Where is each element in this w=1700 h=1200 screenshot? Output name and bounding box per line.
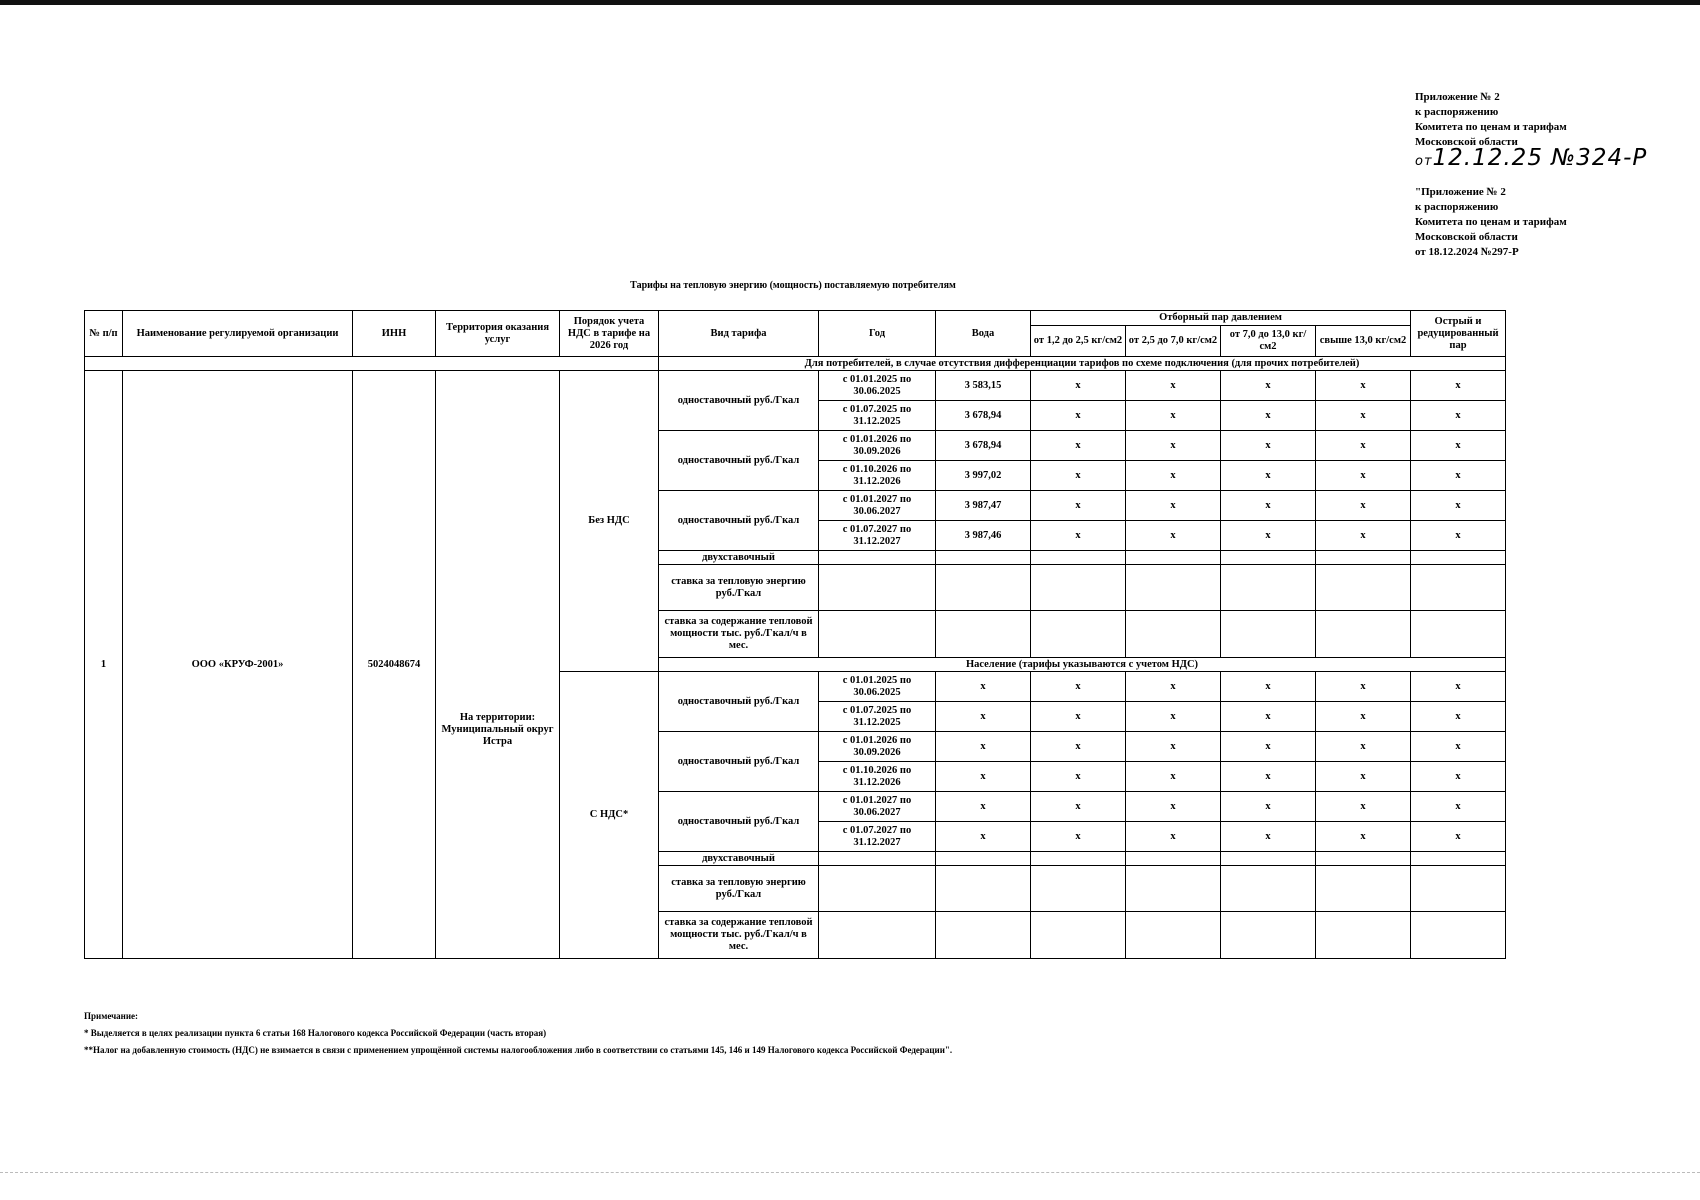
empty-cell [1031,866,1126,912]
mark: x [1411,732,1506,762]
appendix-line: к распоряжению [1415,201,1499,213]
appendix-line: Комитета по ценам и тарифам [1415,216,1567,228]
mark: x [1411,521,1506,551]
mark: x [1316,822,1411,852]
tariff-type-one-rate: одноставочный руб./Гкал [659,732,819,792]
empty-cell [1126,866,1221,912]
mark: x [1221,431,1316,461]
footnote-2: **Налог на добавленную стоимость (НДС) не взимается в связи с применением упрощённой системы налогообложения либо в соответствии со статьями 145, 146 и 149 Налогового кодекса Российской Федерации". [84,1045,953,1055]
empty-cell [1221,551,1316,565]
appendix-header-new [1415,90,1567,150]
rate-heat-capacity: ставка за содержание тепловой мощности тыс. руб./Гкал/ч в мес. [659,611,819,658]
mark: x [1316,702,1411,732]
empty-cell [1411,565,1506,611]
mark: x [1411,491,1506,521]
mark: x [1411,762,1506,792]
empty-cell [1126,852,1221,866]
mark: x [1316,672,1411,702]
footnote-heading: Примечание: [84,1011,139,1021]
water-value: 3 987,47 [936,491,1031,521]
mark: x [1126,401,1221,431]
row-number: 1 [85,371,123,959]
mark: x [1316,371,1411,401]
empty-cell [1221,565,1316,611]
appendix-line: от 18.12.2024 №297-Р [1415,246,1519,258]
col-header-steam-group: Отборный пар давлением [1031,311,1411,326]
rate-heat-capacity: ставка за содержание тепловой мощности тыс. руб./Гкал/ч в мес. [659,912,819,959]
empty-cell [936,565,1031,611]
mark: x [1316,762,1411,792]
mark: x [1316,521,1411,551]
document-title: Тарифы на тепловую энергию (мощность) поставляемую потребителям [630,280,956,291]
col-header-steam-1: от 1,2 до 2,5 кг/см2 [1031,326,1126,357]
water-value: 3 583,15 [936,371,1031,401]
mark: x [1126,702,1221,732]
col-header-inn: ИНН [353,311,436,357]
appendix-line: "Приложение № 2 [1415,186,1506,198]
col-header-steam-4: свыше 13,0 кг/см2 [1316,326,1411,357]
handwritten-text: 12.12.25 №324-Р [1432,145,1648,171]
empty-cell [1126,912,1221,959]
mark: x [1316,401,1411,431]
empty-cell [936,551,1031,565]
mark: x [1126,371,1221,401]
mark: x [1126,792,1221,822]
empty-cell [1126,611,1221,658]
appendix-line: Московской области [1415,136,1518,148]
period: с 01.07.2027 по 31.12.2027 [819,822,936,852]
empty-cell [819,912,936,959]
empty-cell [1126,551,1221,565]
mark: x [1221,822,1316,852]
col-header-tariff-type: Вид тарифа [659,311,819,357]
col-header-steam-2: от 2,5 до 7,0 кг/см2 [1126,326,1221,357]
period: с 01.01.2026 по 30.09.2026 [819,431,936,461]
appendix-header-old [1415,185,1567,260]
mark: x [1316,792,1411,822]
empty-cell [1316,912,1411,959]
col-header-num: № п/п [85,311,123,357]
section-header-other-consumers: Для потребителей, в случае отсутствия дифференциации тарифов по схеме подключения (для прочих потребителей) [659,357,1506,371]
water-value: 3 678,94 [936,431,1031,461]
mark: x [1411,401,1506,431]
mark: x [936,792,1031,822]
mark: x [1126,762,1221,792]
mark: x [1316,431,1411,461]
mark: x [936,672,1031,702]
empty-cell [1126,565,1221,611]
col-header-steam-3: от 7,0 до 13,0 кг/см2 [1221,326,1316,357]
mark: x [1411,822,1506,852]
mark: x [1031,521,1126,551]
mark: x [1316,732,1411,762]
empty-cell [1221,866,1316,912]
empty-cell [819,866,936,912]
section-header-population: Население (тарифы указываются с учетом НДС) [659,658,1506,672]
empty-cell [819,551,936,565]
org-inn: 5024048674 [353,371,436,959]
mark: x [1126,822,1221,852]
scan-bottom-artifact [0,1172,1700,1173]
empty-cell [819,565,936,611]
empty-cell [1031,852,1126,866]
section-spacer [85,357,659,371]
mark: x [1411,792,1506,822]
mark: x [1126,491,1221,521]
mark: x [1221,672,1316,702]
mark: x [1126,521,1221,551]
mark: x [1221,702,1316,732]
rate-heat-energy: ставка за тепловую энергию руб./Гкал [659,866,819,912]
period: с 01.07.2025 по 31.12.2025 [819,702,936,732]
period: с 01.01.2026 по 30.09.2026 [819,732,936,762]
tariff-type-one-rate: одноставочный руб./Гкал [659,491,819,551]
mark: x [1411,672,1506,702]
handwritten-date-number [1415,145,1647,171]
tariff-type-one-rate: одноставочный руб./Гкал [659,792,819,852]
mark: x [1411,371,1506,401]
mark: x [936,732,1031,762]
tariff-type-one-rate: одноставочный руб./Гкал [659,431,819,491]
mark: x [1031,491,1126,521]
empty-cell [1411,852,1506,866]
empty-cell [1031,565,1126,611]
period: с 01.01.2025 по 30.06.2025 [819,371,936,401]
mark: x [1221,732,1316,762]
mark: x [1031,431,1126,461]
mark: x [1221,521,1316,551]
empty-cell [1031,611,1126,658]
empty-cell [936,852,1031,866]
empty-cell [1316,551,1411,565]
tariff-type-two-rate: двухставочный [659,852,819,866]
mark: x [1221,401,1316,431]
footnotes [84,1008,952,1059]
mark: x [1411,702,1506,732]
mark: x [1031,371,1126,401]
mark: x [1221,792,1316,822]
appendix-line: Московской области [1415,231,1518,243]
empty-cell [819,611,936,658]
mark: x [1031,702,1126,732]
mark: x [1316,491,1411,521]
mark: x [1031,672,1126,702]
empty-cell [1316,866,1411,912]
tariff-type-one-rate: одноставочный руб./Гкал [659,672,819,732]
tariff-type-one-rate: одноставочный руб./Гкал [659,371,819,431]
water-value: 3 987,46 [936,521,1031,551]
period: с 01.07.2027 по 31.12.2027 [819,521,936,551]
col-header-vat-order: Порядок учета НДС в тарифе на 2026 год [560,311,659,357]
empty-cell [936,912,1031,959]
mark: x [1126,461,1221,491]
mark: x [936,702,1031,732]
empty-cell [1316,611,1411,658]
water-value: 3 678,94 [936,401,1031,431]
col-header-water: Вода [936,311,1031,357]
mark: x [1031,762,1126,792]
empty-cell [1316,852,1411,866]
appendix-line: Комитета по ценам и тарифам [1415,121,1567,133]
mark: x [1221,371,1316,401]
period: с 01.01.2027 по 30.06.2027 [819,491,936,521]
mark: x [1221,491,1316,521]
appendix-line: к распоряжению [1415,106,1499,118]
mark: x [1031,401,1126,431]
empty-cell [1221,852,1316,866]
col-header-sharp-steam: Острый и редуцированный пар [1411,311,1506,357]
tariff-table [84,310,1506,959]
period: с 01.01.2025 по 30.06.2025 [819,672,936,702]
empty-cell [936,866,1031,912]
vat-order-with-vat: С НДС* [560,672,659,959]
mark: x [1031,792,1126,822]
territory-cell: На территории: Муниципальный округ Истра [436,371,560,959]
mark: x [1411,461,1506,491]
period: с 01.07.2025 по 31.12.2025 [819,401,936,431]
empty-cell [1031,551,1126,565]
empty-cell [1411,866,1506,912]
rate-heat-energy: ставка за тепловую энергию руб./Гкал [659,565,819,611]
mark: x [936,822,1031,852]
col-header-year: Год [819,311,936,357]
appendix-line: Приложение № 2 [1415,91,1500,103]
water-value: 3 997,02 [936,461,1031,491]
mark: x [1031,732,1126,762]
empty-cell [1221,611,1316,658]
empty-cell [819,852,936,866]
mark: x [1316,461,1411,491]
mark: x [936,762,1031,792]
scan-top-border [0,0,1700,5]
mark: x [1126,431,1221,461]
empty-cell [1316,565,1411,611]
footnote-1: * Выделяется в целях реализации пункта 6 статьи 168 Налогового кодекса Российской Федерации (часть вторая) [84,1028,547,1038]
empty-cell [936,611,1031,658]
period: с 01.10.2026 по 31.12.2026 [819,762,936,792]
empty-cell [1411,611,1506,658]
empty-cell [1221,912,1316,959]
vat-order-no-vat: Без НДС [560,371,659,672]
mark: x [1126,732,1221,762]
col-header-org: Наименование регулируемой организации [123,311,353,357]
mark: x [1221,461,1316,491]
date-prefix: от [1415,154,1433,169]
col-header-territory: Территория оказания услуг [436,311,560,357]
mark: x [1031,461,1126,491]
mark: x [1221,762,1316,792]
empty-cell [1031,912,1126,959]
mark: x [1126,672,1221,702]
mark: x [1031,822,1126,852]
empty-cell [1411,551,1506,565]
empty-cell [1411,912,1506,959]
period: с 01.10.2026 по 31.12.2026 [819,461,936,491]
period: с 01.01.2027 по 30.06.2027 [819,792,936,822]
mark: x [1411,431,1506,461]
tariff-type-two-rate: двухставочный [659,551,819,565]
org-name: ООО «КРУФ-2001» [123,371,353,959]
